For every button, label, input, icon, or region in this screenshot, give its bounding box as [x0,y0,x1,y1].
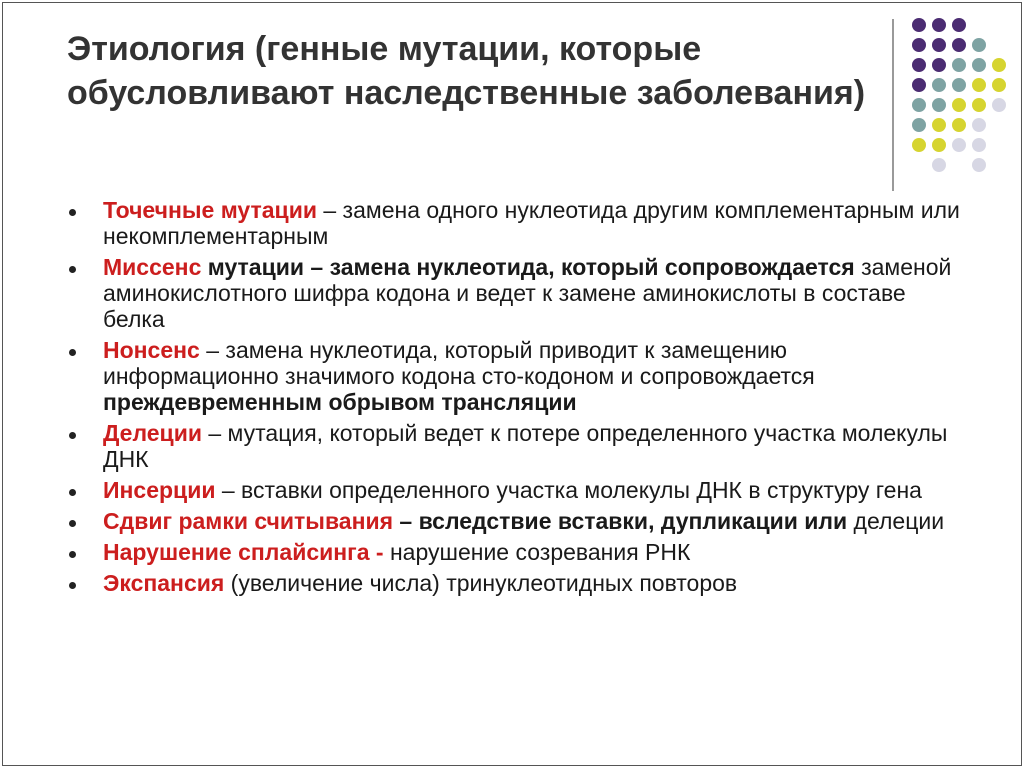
mutation-types-list [67,197,967,601]
description: – вставки определенного участка молекулы ДНК в структуру гена [215,477,922,503]
term: Делеции [103,420,202,446]
list-item-nonsense [67,337,967,415]
decor-dot [992,98,1006,112]
decor-dot [992,78,1006,92]
term: Инсерции [103,477,216,503]
term: Нарушение сплайсинга - [103,539,384,565]
list-item-missense [67,254,967,332]
decor-dot [912,118,926,132]
decor-dot [972,58,986,72]
decor-dot [972,118,986,132]
bullet-icon [69,582,76,589]
decor-dot [952,58,966,72]
decor-dot [952,18,966,32]
decor-dot [912,58,926,72]
description: – замена одного нуклеотида другим комплементарным или некомплементарным [103,197,960,249]
description: нарушение созревания РНК [383,539,691,565]
description: делеции [847,508,945,534]
decor-dot [952,98,966,112]
decor-dot [912,38,926,52]
list-item-deletions [67,420,967,472]
description: (увеличение числа) тринуклеотидных повторов [224,570,738,596]
decor-dot [972,138,986,152]
bullet-icon [69,432,76,439]
term: Экспансия [103,570,225,596]
slide [2,2,1022,766]
decorative-divider-line [892,19,894,191]
decor-dot [972,98,986,112]
decor-dot [932,118,946,132]
decor-dot [912,78,926,92]
decor-dot [952,138,966,152]
decor-dot [932,78,946,92]
list-item-expansion [67,570,967,596]
term: Нонсенс [103,337,200,363]
list-item-point-mutations [67,197,967,249]
decor-dot [972,158,986,172]
description: заменой аминокислотного шифра кодона и ведет к замене аминокислоты в составе белка [103,254,952,332]
slide-title: Этиология (генные мутации, которые обусловливают наследственные заболевания) [67,30,866,112]
decor-dot [932,18,946,32]
bullet-icon [69,349,76,356]
bullet-icon [69,520,76,527]
decor-dot [952,78,966,92]
decor-dot [912,138,926,152]
description-bold: мутации – замена нуклеотида, который сопровождается [201,254,855,280]
term: Миссенс [103,254,202,280]
bullet-icon [69,551,76,558]
decor-dot [992,58,1006,72]
decor-dot [932,158,946,172]
term: Точечные мутации [103,197,317,223]
decor-dot [972,38,986,52]
decor-dot [912,18,926,32]
decor-dot [972,78,986,92]
decor-dot [932,38,946,52]
bullet-icon [69,209,76,216]
list-item-frameshift [67,508,967,534]
decor-dot [932,98,946,112]
decor-dot [952,118,966,132]
description: – замена нуклеотида, который приводит к замещению информационно значимого кодона сто-кодоном и сопровождается [103,337,815,389]
bullet-icon [69,489,76,496]
list-item-insertions [67,477,967,503]
decor-dot [952,38,966,52]
decor-dot [912,98,926,112]
term: Сдвиг рамки считывания [103,508,394,534]
decor-dot [932,58,946,72]
description-bold: – вследствие вставки, дупликации или [393,508,848,534]
bullet-icon [69,266,76,273]
description-bold: преждевременным обрывом трансляции [103,389,577,415]
list-item-splicing [67,539,967,565]
decor-dot [932,138,946,152]
description: – мутация, который ведет к потере определенного участка молекулы ДНК [103,420,948,472]
